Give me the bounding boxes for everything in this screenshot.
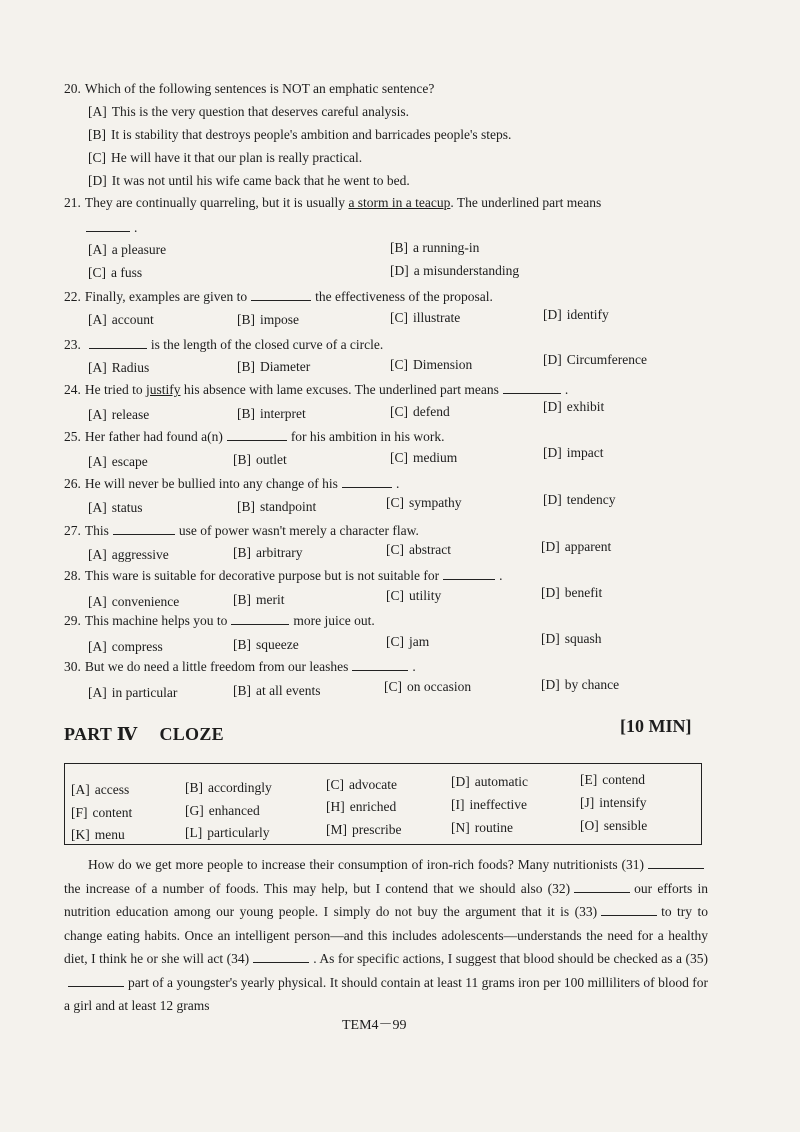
option-28-b[interactable]: [B] merit xyxy=(233,592,285,607)
answer-blank[interactable] xyxy=(227,428,287,441)
word-option[interactable]: [K] menu xyxy=(71,827,125,842)
option-22-a[interactable]: [A] account xyxy=(88,312,154,327)
word-option[interactable]: [M] prescribe xyxy=(326,822,402,837)
page-footer: TEM4－99 xyxy=(342,1018,407,1033)
option-23-b[interactable]: [B] Diameter xyxy=(237,359,311,374)
word-option[interactable]: [D] automatic xyxy=(451,774,528,789)
option-28-a[interactable]: [A] convenience xyxy=(88,594,180,609)
option-22-c[interactable]: [C] illustrate xyxy=(390,310,461,325)
question-21: 21. They are continually quarreling, but it is usually a storm in a teacup. The underlined part means xyxy=(64,195,602,210)
option-22-d[interactable]: [D] identify xyxy=(543,307,609,322)
question-24: 24. He tried to justify his absence with lame excuses. The underlined part means . xyxy=(64,382,569,397)
question-text: Which of the following sentences is NOT an emphatic sentence? xyxy=(84,81,435,96)
cloze-blank-32[interactable] xyxy=(574,880,630,893)
answer-blank[interactable] xyxy=(231,612,289,625)
option-27-d[interactable]: [D] apparent xyxy=(541,539,612,554)
answer-blank[interactable] xyxy=(352,658,408,671)
option-20-b[interactable]: [B] It is stability that destroys people's ambition and barricades people's steps. xyxy=(88,127,512,142)
word-option[interactable]: [B] accordingly xyxy=(185,780,272,795)
answer-blank[interactable] xyxy=(86,219,130,232)
option-21-c[interactable]: [C] a fuss xyxy=(88,265,143,280)
option-21-b[interactable]: [B] a running-in xyxy=(390,240,480,255)
question-30: 30. But we do need a little freedom from our leashes . xyxy=(64,659,416,674)
option-25-a[interactable]: [A] escape xyxy=(88,454,148,469)
option-29-d[interactable]: [D] squash xyxy=(541,631,602,646)
question-27: 27. This use of power wasn't merely a character flaw. xyxy=(64,523,419,538)
option-30-c[interactable]: [C] on occasion xyxy=(384,679,472,694)
option-21-a[interactable]: [A] a pleasure xyxy=(88,242,167,257)
word-option[interactable]: [E] contend xyxy=(580,772,645,787)
answer-blank[interactable] xyxy=(113,522,175,535)
word-bank xyxy=(64,763,702,845)
word-option[interactable]: [H] enriched xyxy=(326,799,397,814)
word-option[interactable]: [O] sensible xyxy=(580,818,648,833)
section-title: PART Ⅳ CLOZE xyxy=(64,724,224,744)
word-option[interactable]: [F] content xyxy=(71,805,133,820)
question-number: 20. xyxy=(64,81,81,96)
question-29: 29. This machine helps you to more juice out. xyxy=(64,613,375,628)
cloze-blank-33[interactable] xyxy=(601,903,657,916)
answer-blank[interactable] xyxy=(89,336,147,349)
answer-blank[interactable] xyxy=(443,567,495,580)
section-time: [10 MIN] xyxy=(620,716,692,736)
option-24-d[interactable]: [D] exhibit xyxy=(543,399,605,414)
option-25-b[interactable]: [B] outlet xyxy=(233,452,287,467)
option-26-a[interactable]: [A] status xyxy=(88,500,143,515)
answer-blank[interactable] xyxy=(251,288,311,301)
option-24-a[interactable]: [A] release xyxy=(88,407,150,422)
answer-blank[interactable] xyxy=(342,475,392,488)
underlined-word: justify xyxy=(145,382,181,397)
underlined-phrase: a storm in a teacup xyxy=(348,195,451,210)
option-27-b[interactable]: [B] arbitrary xyxy=(233,545,303,560)
option-23-c[interactable]: [C] Dimension xyxy=(390,357,473,372)
question-22: 22. Finally, examples are given to the effectiveness of the proposal. xyxy=(64,289,493,304)
question-25: 25. Her father had found a(n) for his ambition in his work. xyxy=(64,429,445,444)
question-23: 23. is the length of the closed curve of a circle. xyxy=(64,337,384,352)
option-27-a[interactable]: [A] aggressive xyxy=(88,547,169,562)
question-21-cont: . xyxy=(64,219,137,237)
option-21-d[interactable]: [D] a misunderstanding xyxy=(390,263,520,278)
question-26: 26. He will never be bullied into any change of his . xyxy=(64,476,400,491)
option-25-c[interactable]: [C] medium xyxy=(390,450,458,465)
option-27-c[interactable]: [C] abstract xyxy=(386,542,451,557)
option-30-d[interactable]: [D] by chance xyxy=(541,677,620,692)
option-20-d[interactable]: [D] It was not until his wife came back that he went to bed. xyxy=(88,173,410,188)
word-option[interactable]: [L] particularly xyxy=(185,825,270,840)
answer-blank[interactable] xyxy=(503,381,561,394)
option-29-a[interactable]: [A] compress xyxy=(88,639,163,654)
option-29-b[interactable]: [B] squeeze xyxy=(233,637,299,652)
option-25-d[interactable]: [D] impact xyxy=(543,445,604,460)
option-23-d[interactable]: [D] Circumference xyxy=(543,352,647,367)
cloze-passage: How do we get more people to increase their consumption of iron-rich foods? Many nutritionists (31)the increase of a number of foods. This may help, but I contend that we should also (32) our efforts in nutrition education among our young people. I simply do not buy the argument that it is (33) to try to change eating habits. Once an intelligent person—and this includes adolescents—understands the need for a healthy diet, I think he or she will act (34) . As for specific actions, I suggest that blood should be checked as a (35)part of a youngster's yearly physical. It should contain at least 11 grams iron per 100 milliliters of blood for a girl and at least 12 grams xyxy=(64,857,709,1013)
option-20-c[interactable]: [C] He will have it that our plan is really practical. xyxy=(88,150,363,165)
option-28-d[interactable]: [D] benefit xyxy=(541,585,603,600)
option-23-a[interactable]: [A] Radius xyxy=(88,360,150,375)
option-26-b[interactable]: [B] standpoint xyxy=(237,499,317,514)
question-20 xyxy=(64,80,434,98)
word-option[interactable]: [G] enhanced xyxy=(185,803,260,818)
option-30-a[interactable]: [A] in particular xyxy=(88,685,178,700)
word-option[interactable]: [A] access xyxy=(71,782,130,797)
cloze-blank-34[interactable] xyxy=(253,950,309,963)
cloze-blank-31[interactable] xyxy=(648,856,704,869)
option-28-c[interactable]: [C] utility xyxy=(386,588,442,603)
word-option[interactable]: [N] routine xyxy=(451,820,513,835)
word-option[interactable]: [J] intensify xyxy=(580,795,647,810)
cloze-blank-35[interactable] xyxy=(68,974,124,987)
word-option[interactable]: [C] advocate xyxy=(326,777,397,792)
option-24-c[interactable]: [C] defend xyxy=(390,404,450,419)
option-30-b[interactable]: [B] at all events xyxy=(233,683,321,698)
option-26-c[interactable]: [C] sympathy xyxy=(386,495,462,510)
option-24-b[interactable]: [B] interpret xyxy=(237,406,306,421)
option-29-c[interactable]: [C] jam xyxy=(386,634,430,649)
option-26-d[interactable]: [D] tendency xyxy=(543,492,616,507)
option-22-b[interactable]: [B] impose xyxy=(237,312,300,327)
question-28: 28. This ware is suitable for decorative purpose but is not suitable for . xyxy=(64,568,503,583)
option-20-a[interactable]: [A] This is the very question that deserves careful analysis. xyxy=(88,104,410,119)
word-option[interactable]: [I] ineffective xyxy=(451,797,527,812)
